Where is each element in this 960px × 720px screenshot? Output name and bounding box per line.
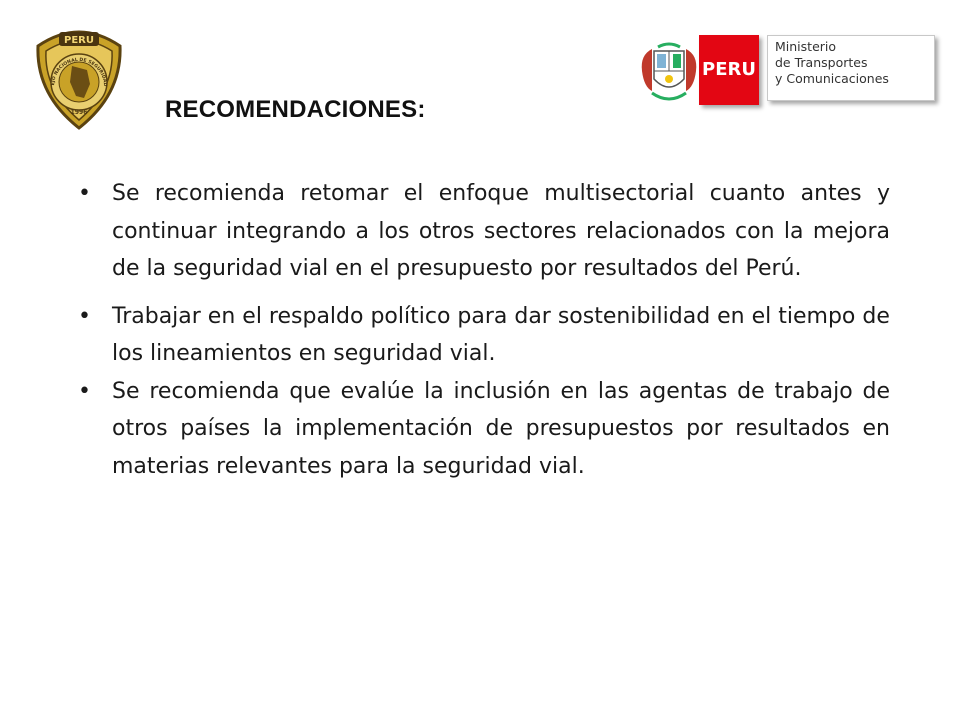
recommendation-text: Se recomienda que evalúe la inclusión en las agentas de trabajo de otros países la implementación de presupuestos por resultados en materias relevantes para la seguridad vial. bbox=[112, 378, 890, 479]
peru-label-box: PERU bbox=[699, 35, 759, 105]
list-item bbox=[78, 373, 890, 486]
recommendation-text: Trabajar en el respaldo político para dar sostenibilidad en el tiempo de los lineamientos en seguridad vial. bbox=[112, 303, 890, 366]
ministry-line-2: de Transportes bbox=[775, 55, 868, 70]
list-item bbox=[78, 298, 890, 373]
consejo-seguridad-vial-badge bbox=[32, 24, 126, 130]
recommendation-text: Se recomienda retomar el enfoque multisectorial cuanto antes y continuar integrando a los otros sectores relacionados con la mejora de la seguridad vial en el presupuesto por resultados del Perú. bbox=[112, 181, 890, 281]
svg-text:CONSEJO NACIONAL DE SEGURIDAD bbox=[32, 24, 108, 87]
bullet-icon: • bbox=[78, 303, 91, 329]
badge-ring-lettering bbox=[32, 24, 126, 130]
ministry-name-box bbox=[767, 35, 935, 101]
recommendations-list bbox=[78, 175, 890, 485]
peru-coat-of-arms-icon bbox=[640, 41, 698, 105]
ministry-header bbox=[634, 33, 944, 113]
ministry-line-3: y Comunicaciones bbox=[775, 71, 889, 86]
badge-year: 1996 bbox=[70, 109, 88, 116]
bullet-icon: • bbox=[78, 181, 91, 206]
slide-title: RECOMENDACIONES: bbox=[165, 96, 426, 123]
badge-top-text: PERU bbox=[64, 35, 94, 46]
badge-ring-text: EJO NACIONAL DE SEGURIDAD bbox=[50, 57, 108, 87]
list-item bbox=[78, 175, 890, 288]
ministry-line-1: Ministerio bbox=[775, 39, 837, 54]
bullet-icon: • bbox=[78, 378, 91, 404]
